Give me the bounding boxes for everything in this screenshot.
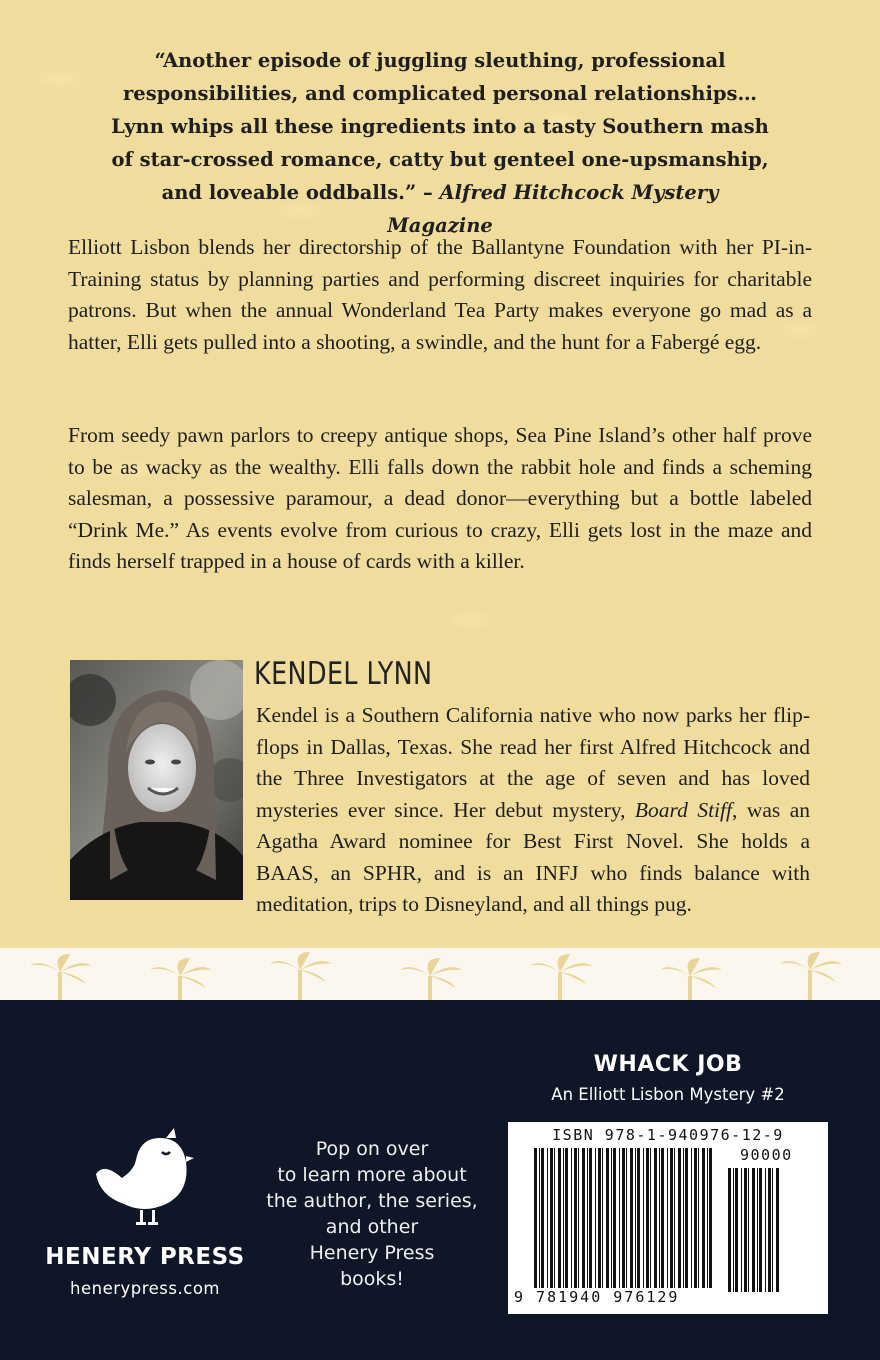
- isbn-text: ISBN 978-1-940976-12-9: [552, 1126, 784, 1144]
- author-name: KENDEL LYNN: [254, 656, 433, 692]
- barcode-bar: [613, 1148, 616, 1288]
- bio-book-title: Board Stiff: [634, 797, 732, 822]
- review-quote: [110, 44, 770, 242]
- barcode-bar: [539, 1148, 540, 1288]
- promo-text: [256, 1136, 488, 1292]
- barcode-bar: [667, 1148, 668, 1288]
- barcode-bar: [759, 1168, 762, 1292]
- bird-logo-icon: [94, 1126, 204, 1236]
- bio-part-2: , was an Agatha Award nominee for Best First Novel. She holds a BAAS, an SPHR, and is an INFJ who finds balance with meditation, trips to Disneyland, and all things pug.: [256, 797, 810, 916]
- barcode-bar: [630, 1148, 633, 1288]
- barcode-bar: [683, 1148, 684, 1288]
- barcode-bar: [772, 1168, 773, 1292]
- barcode-bar: [565, 1148, 568, 1288]
- publisher-name: HENERY PRESS: [45, 1244, 245, 1270]
- barcode-bar: [534, 1148, 537, 1288]
- barcode-bar: [626, 1148, 627, 1288]
- barcode-bar: [582, 1148, 585, 1288]
- palm-pattern-strip: [0, 948, 880, 1000]
- barcode-bar: [776, 1168, 779, 1292]
- barcode-bar: [611, 1148, 612, 1288]
- barcode-bar: [694, 1148, 697, 1288]
- barcode-bar: [654, 1148, 657, 1288]
- barcode-bar: [563, 1148, 564, 1288]
- barcode-bar: [733, 1168, 734, 1292]
- barcode-bar: [757, 1168, 758, 1292]
- barcode-bar: [554, 1148, 555, 1288]
- quote-text: “Another episode of juggling sleuthing, professional responsibilities, and complicated personal relationships…Lynn whips all these ingredients into a tasty Southern mash of star-crossed romance, catty but genteel one-upsmanship, and loveable oddballs.”: [111, 49, 769, 204]
- barcode-bar: [635, 1148, 636, 1288]
- barcode-bar: [735, 1168, 738, 1292]
- barcode-bar: [661, 1148, 664, 1288]
- publisher-url[interactable]: henerypress.com: [70, 1279, 220, 1298]
- ean-digits: 9 781940 976129: [514, 1288, 680, 1306]
- promo-line-1: Pop on over: [315, 1138, 429, 1160]
- barcode-bar: [702, 1148, 705, 1288]
- book-series: An Elliott Lisbon Mystery #2: [551, 1085, 785, 1104]
- bio-part-1: Kendel is a Southern California native who now parks her flip-flops in Dallas, Texas. She read her first Alfred Hitchcock and the Three Investigators at the age of seven and has loved mysteries ever since. Her debut mystery,: [256, 703, 810, 822]
- barcode-bar: [768, 1168, 771, 1292]
- barcode-bar: [685, 1148, 688, 1288]
- barcode-bar: [709, 1148, 712, 1288]
- promo-line-3: the author, the series,: [266, 1190, 478, 1212]
- barcode-bar: [578, 1148, 579, 1288]
- barcode-bar: [691, 1148, 692, 1288]
- barcode-box: [508, 1122, 828, 1314]
- barcode-bar: [698, 1148, 699, 1288]
- description-paragraph-2: From seedy pawn parlors to creepy antique shops, Sea Pine Island’s other half prove to be as wacky as the wealthy. Elli falls down the rabbit hole and finds a scheming salesman, a possessive paramour, a dead donor—everything but a bottle labeled “Drink Me.” As events evolve from curious to crazy, Elli gets lost in the maze and finds herself trapped in a house of cards with a killer.: [68, 423, 812, 573]
- barcode-bar: [643, 1148, 644, 1288]
- promo-line-2: to learn more about: [277, 1164, 467, 1186]
- barcode-bar: [547, 1148, 548, 1288]
- description-paragraph-1: Elliott Lisbon blends her directorship of the Ballantyne Foundation with her PI-in-Training status by planning parties and performing discreet inquiries for charitable patrons. But when the annual Wonderland Tea Party makes everyone go mad as a hatter, Elli gets pulled into a shooting, a swindle, and the hunt for a Fabergé egg.: [68, 235, 812, 354]
- barcode-bar: [598, 1148, 601, 1288]
- barcode-bar: [741, 1168, 742, 1292]
- barcode-bar: [606, 1148, 609, 1288]
- barcode-bar: [728, 1168, 731, 1292]
- barcode-bar: [707, 1148, 708, 1288]
- barcode-bar: [587, 1148, 588, 1288]
- barcode-bar: [622, 1148, 625, 1288]
- book-title: WHACK JOB: [593, 1052, 743, 1077]
- barcode-bar: [541, 1148, 544, 1288]
- barcode-bar: [678, 1148, 681, 1288]
- barcode-bar: [674, 1148, 675, 1288]
- quote-dash: –: [416, 181, 440, 204]
- promo-line-5: Henery Press: [309, 1242, 435, 1264]
- barcode-bar: [619, 1148, 620, 1288]
- barcode-bar: [744, 1168, 747, 1292]
- barcode-bar: [752, 1168, 755, 1292]
- barcode-bar: [765, 1168, 766, 1292]
- barcode-bar: [646, 1148, 649, 1288]
- promo-line-6: books!: [340, 1268, 404, 1290]
- barcode-bar: [558, 1148, 561, 1288]
- author-bio: [256, 700, 810, 921]
- quote-source: Alfred Hitchcock Mystery Magazine: [387, 181, 719, 237]
- barcode-bar: [571, 1148, 572, 1288]
- barcode-bar: [748, 1168, 749, 1292]
- barcode-bar: [589, 1148, 592, 1288]
- barcode-bar: [659, 1148, 660, 1288]
- barcode-bar: [574, 1148, 577, 1288]
- author-photo: [70, 660, 243, 900]
- promo-line-4: and other: [325, 1216, 419, 1238]
- barcode-bar: [550, 1148, 553, 1288]
- barcode-bar: [670, 1148, 673, 1288]
- barcode-bar: [637, 1148, 640, 1288]
- barcode-bar: [595, 1148, 596, 1288]
- price-code: 90000: [740, 1146, 793, 1164]
- barcode-bar: [602, 1148, 603, 1288]
- barcode-bar: [650, 1148, 651, 1288]
